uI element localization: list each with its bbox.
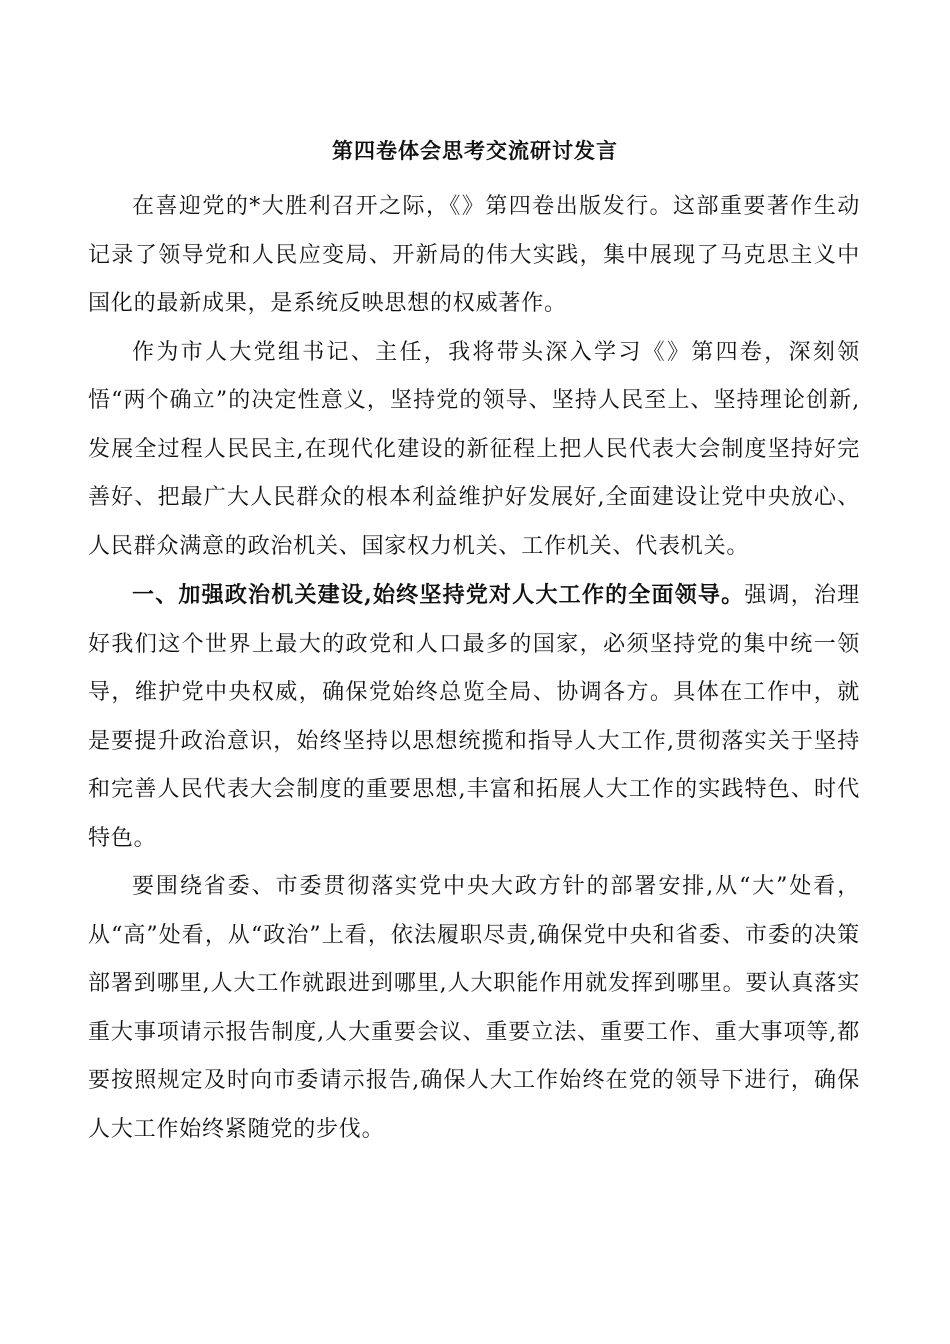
paragraph-2 xyxy=(88,329,860,572)
paragraph-1 xyxy=(88,183,860,329)
paragraph-3 xyxy=(88,571,860,863)
paragraph-1-text: 在喜迎党的*大胜利召开之际，《》第四卷出版发行。这部重要著作生动记录了领导党和人民应变局、开新局的伟大实践，集中展现了马克思主义中国化的最新成果，是系统反映思想的权威著作。 xyxy=(88,194,860,316)
paragraph-4-text: 要围绕省委、市委贯彻落实党中央大政方针的部署安排,从“大”处看，从“高”处看，从“政治”上看，依法履职尽责,确保党中央和省委、市委的决策部署到哪里,人大工作就跟进到哪里,人大职能作用就发挥到哪里。要认真落实重大事项请示报告制度,人大重要会议、重要立法、重要工作、重大事项等,都要按照规定及时向市委请示报告,确保人大工作始终在党的领导下进行，确保人大工作始终紧随党的步伐。 xyxy=(88,874,860,1142)
paragraph-4 xyxy=(88,863,860,1154)
paragraph-3-text: 强调，治理好我们这个世界上最大的政党和人口最多的国家，必须坚持党的集中统一领导，维护党中央权威，确保党始终总览全局、协调各方。具体在工作中，就是要提升政治意识，始终坚持以思想统揽和指导人大工作,贯彻落实关于坚持和完善人民代表大会制度的重要思想,丰富和拓展人大工作的实践特色、时代特色。 xyxy=(88,583,860,851)
document-body xyxy=(88,183,860,1154)
paragraph-2-text: 作为市人大党组书记、主任，我将带头深入学习《》第四卷，深刻领悟“两个确立”的决定性意义，坚持党的领导、坚持人民至上、坚持理论创新,发展全过程人民民主,在现代化建设的新征程上把人民代表大会制度坚持好完善好、把最广大人民群众的根本利益维护好发展好,全面建设让党中央放心、人民群众满意的政治机关、国家权力机关、工作机关、代表机关。 xyxy=(88,339,860,559)
section-heading-1: 一、加强政治机关建设,始终坚持党对人大工作的全面领导。 xyxy=(132,582,745,608)
document-title: 第四卷体会思考交流研讨发言 xyxy=(332,138,618,163)
